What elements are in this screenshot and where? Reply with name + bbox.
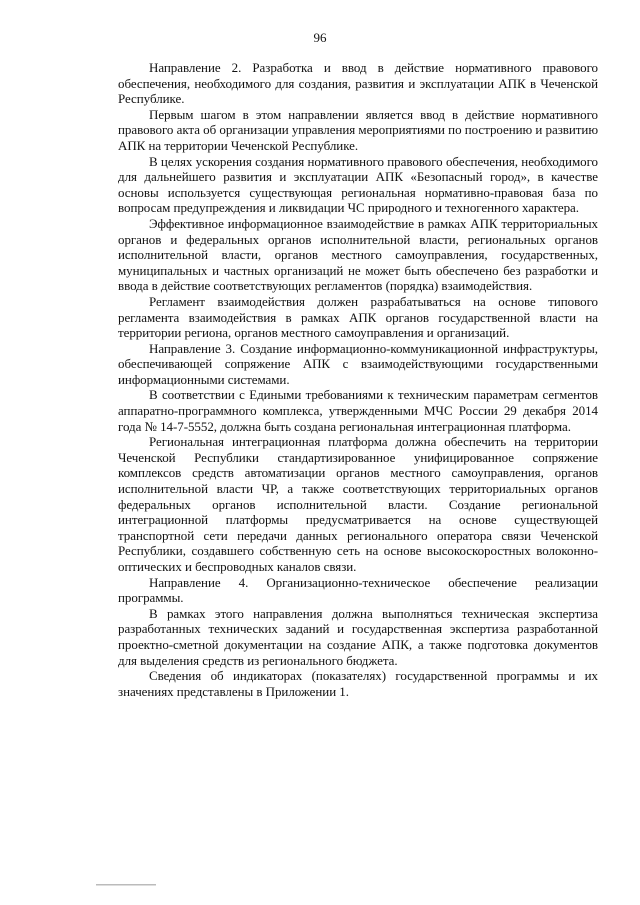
paragraph-direction-4: Направление 4. Организационно-техническое обеспечение реализации программы. xyxy=(118,574,598,606)
page-number: 96 xyxy=(313,30,327,45)
paragraph-effective-interaction: Эффективное информационное взаимодействие в рамках АПК территориальных органов и федеральных органов исполнительной власти, региональных органов исполнительной власти, органов местного самоуправления, государственных, муниципальных и частных организаций не может быть обеспечено без разработки и ввода в действие соответствующих регламентов (порядка) взаимодействия. xyxy=(118,215,598,294)
paragraph-acceleration: В целях ускорения создания нормативного правового обеспечения, необходимого для дальнейшего развития и эксплуатации АПК «Безопасный город», в качестве основы используется существующая региональная нормативно-правовая база по вопросам предупреждения и ликвидации ЧС природного и техногенного характера. xyxy=(118,153,598,216)
paragraph-direction-2: Направление 2. Разработка и ввод в действие нормативного правового обеспечения, необходимого для создания, развития и эксплуатации АПК в Чеченской Республике. xyxy=(118,60,598,107)
paragraph-expertise: В рамках этого направления должна выполняться техническая экспертиза разработанных технических заданий и государственная экспертиза разработанной проектно-сметной документации на создание АПК, а также подготовка документов для выделения средств из регионального бюджета. xyxy=(118,605,598,668)
document-body xyxy=(118,60,598,699)
paragraph-integration-platform: Региональная интеграционная платформа должна обеспечить на территории Чеченской Республики стандартизированное унифицированное сопряжение комплексов средств автоматизации органов местного самоуправления, органов исполнительной власти ЧР, а также соответствующих территориальных органов федеральных органов исполнительной власти. Создание региональной интеграционной платформы предусматривается на основе существующей транспортной сети передачи данных регионального оператора связи Чеченской Республики, создавшего собственную сеть на основе высокоскоростных волоконно-оптических и беспроводных каналов связи. xyxy=(118,434,598,574)
paragraph-first-step: Первым шагом в этом направлении является ввод в действие нормативного правового акта об организации управления мероприятиями по построению и развитию АПК на территории Чеченской Республике. xyxy=(118,106,598,153)
paragraph-unified-requirements: В соответствии с Едиными требованиями к техническим параметрам сегментов аппаратно-программного комплекса, утвержденными МЧС России 29 декабря 2014 года № 14-7-5552, должна быть создана региональная интеграционная платформа. xyxy=(118,387,598,434)
footer-scan-mark-icon xyxy=(96,883,156,887)
footer-watermark xyxy=(96,883,156,889)
paragraph-direction-3: Направление 3. Создание информационно-коммуникационной инфраструктуры, обеспечивающей сопряжение АПК с взаимодействующими государственными информационными системами. xyxy=(118,340,598,387)
paragraph-indicators: Сведения об индикаторах (показателях) государственной программы и их значениях представлены в Приложении 1. xyxy=(118,668,598,699)
paragraph-regulation: Регламент взаимодействия должен разрабатываться на основе типового регламента взаимодействия в рамках АПК органов государственной власти на территории региона, органов местного самоуправления и организаций. xyxy=(118,293,598,341)
